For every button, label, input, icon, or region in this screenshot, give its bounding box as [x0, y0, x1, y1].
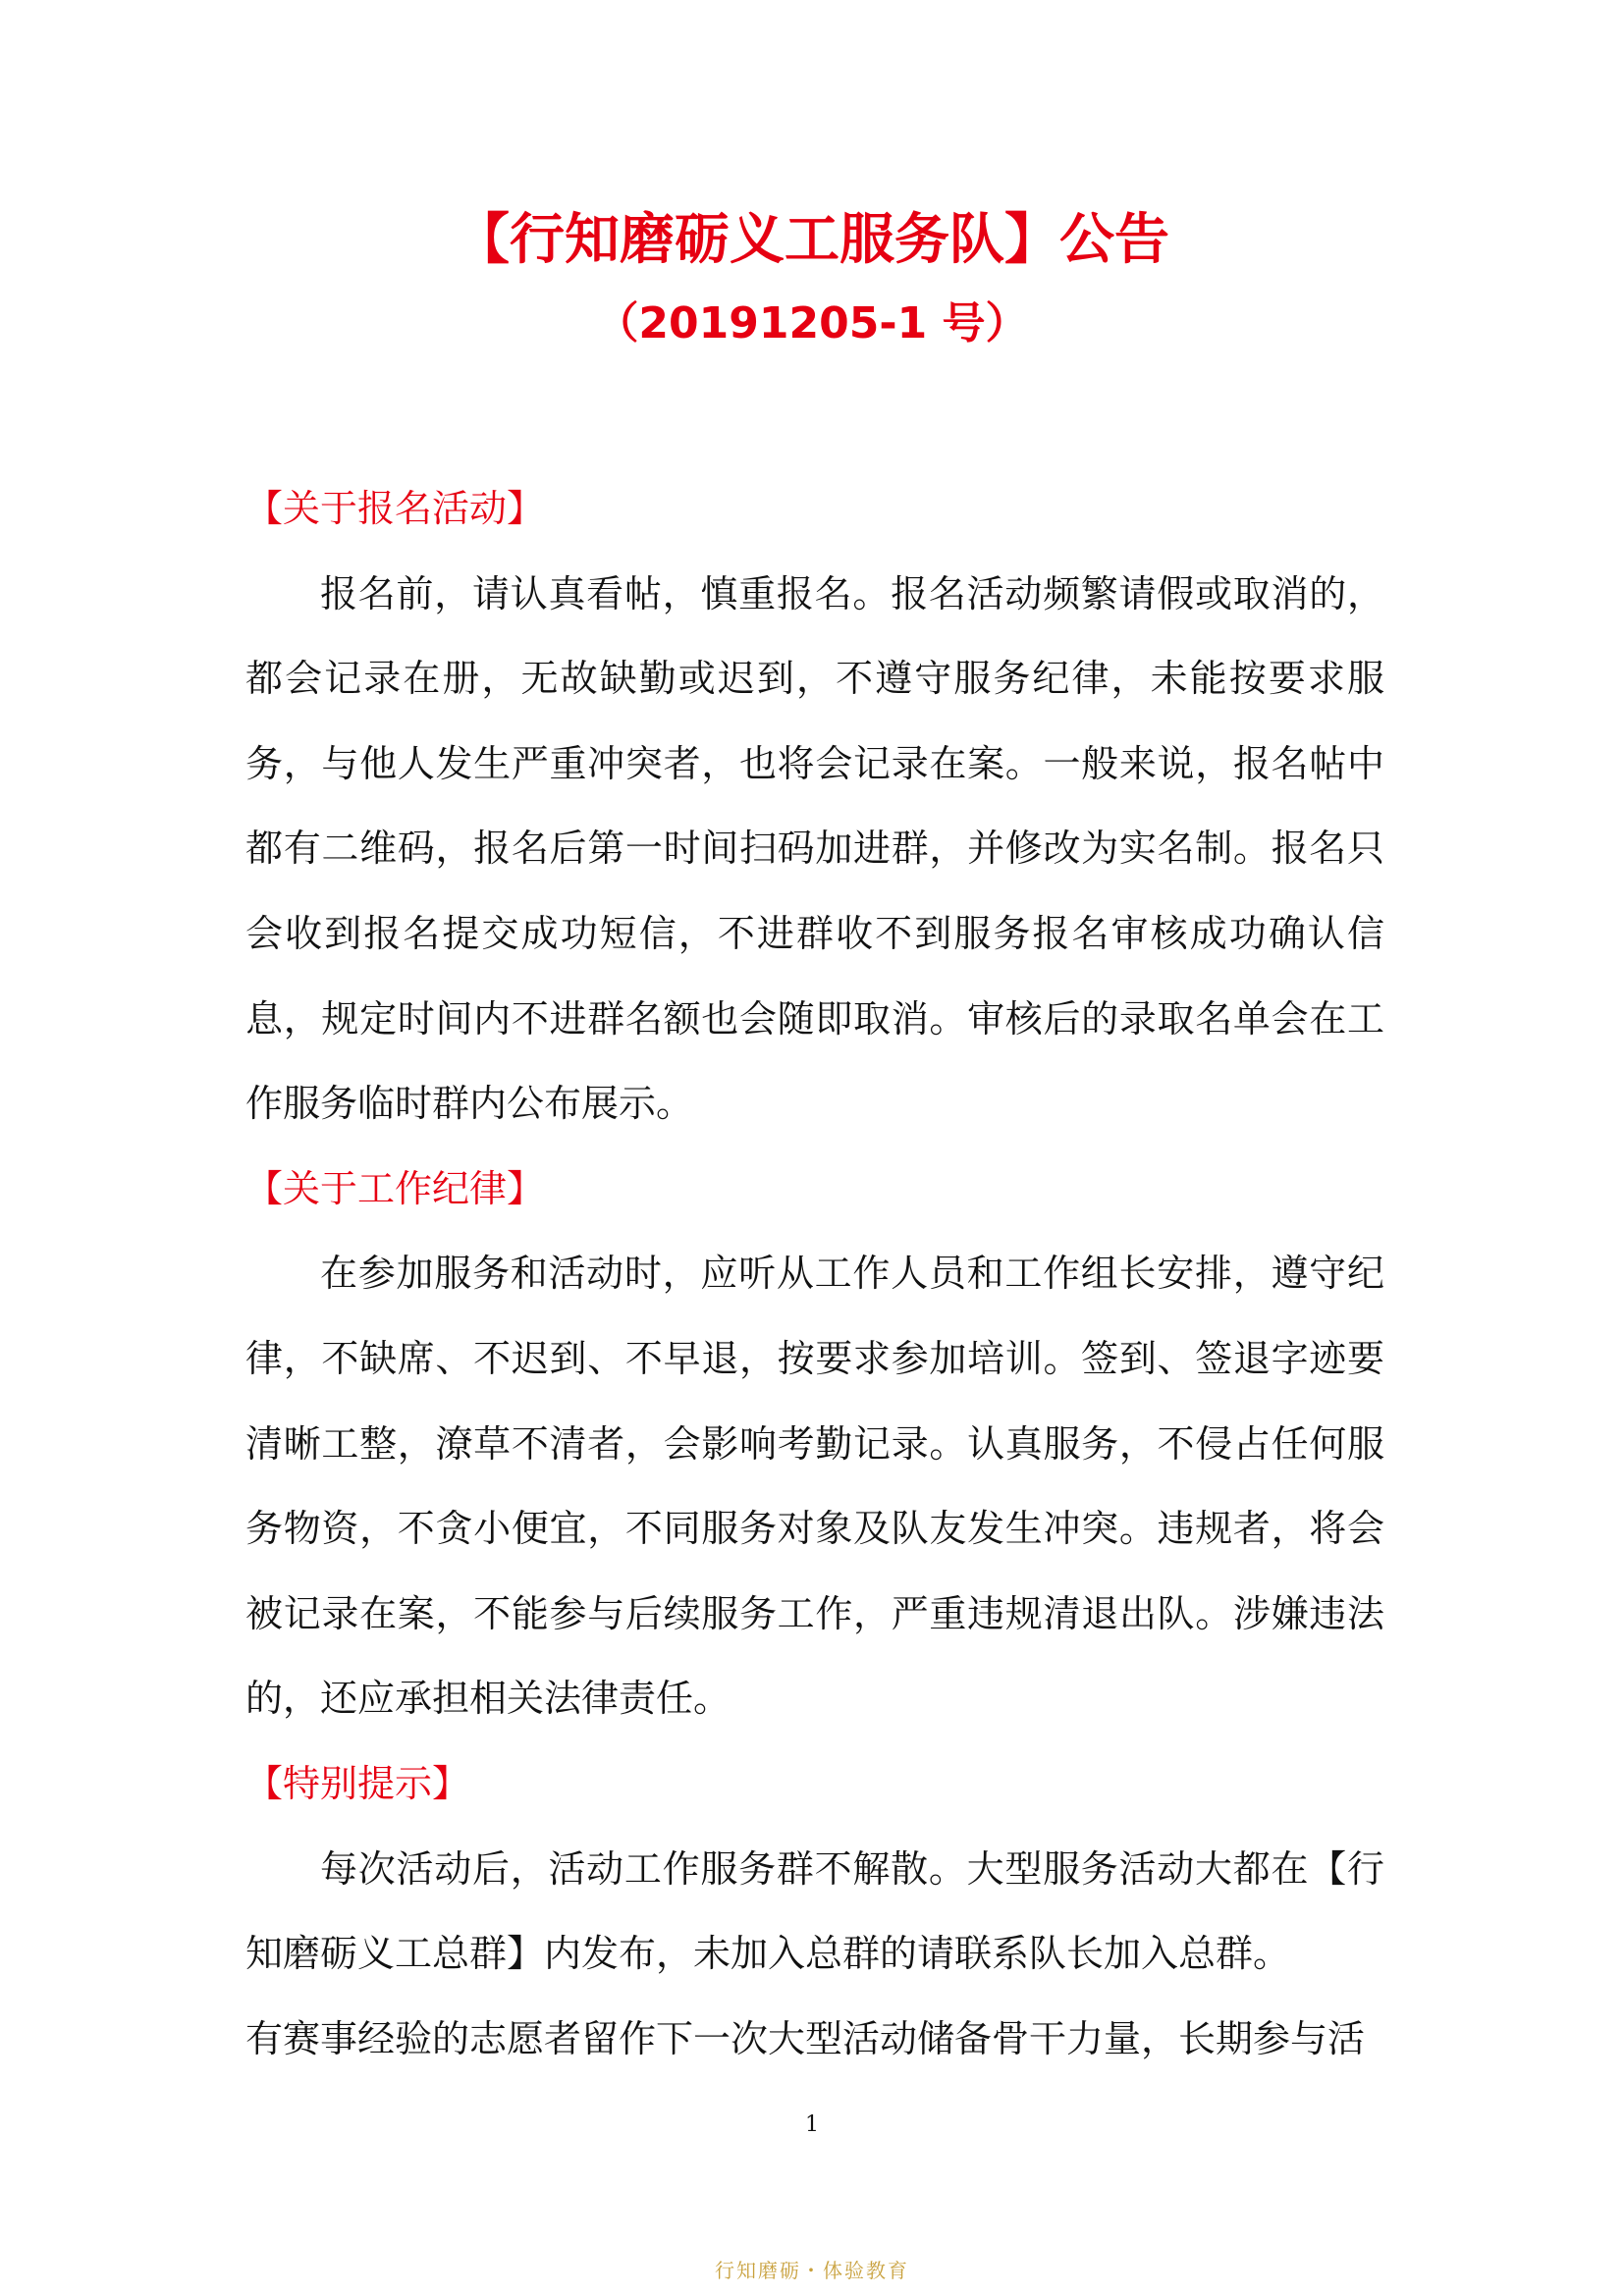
section-heading-special-notice: 【特别提示】 — [245, 1761, 470, 1805]
paragraph-discipline: 在参加服务和活动时，应听从工作人员和工作组长安排，遵守纪律，不缺席、不迟到、不早退，按要求参加培训。签到、签退字迹要清晰工整，潦草不清者，会影响考勤记录。认真服务，不侵占任何服务物资，不贪小便宜，不同服务对象及队友发生冲突。违规者，将会被记录在案，不能参与后续服务工作，严重违规清退出队。涉嫌违法的，还应承担相关法律责任。 — [245, 1252, 1384, 1721]
document-title: 【行知磨砺义工服务队】公告 — [455, 208, 1169, 272]
document-number: （20191205-1 号） — [595, 298, 1029, 348]
paragraph-special-notice-continued: 有赛事经验的志愿者留作下一次大型活动储备骨干力量，长期参与活 — [245, 2016, 1366, 2060]
page-number: 1 — [805, 2112, 819, 2137]
document-body — [245, 466, 1384, 2081]
section-heading-discipline: 【关于工作纪律】 — [245, 1166, 545, 1210]
footer-brand-text: 行知磨砺・体验教育 — [715, 2259, 909, 2282]
paragraph-registration: 报名前，请认真看帖，慎重报名。报名活动频繁请假或取消的，都会记录在册，无故缺勤或迟到，不遵守服务纪律，未能按要求服务，与他人发生严重冲突者，也将会记录在案。一般来说，报名帖中都有二维码，报名后第一时间扫码加进群，并修改为实名制。报名只会收到报名提交成功短信，不进群收不到服务报名审核成功确认信息，规定时间内不进群名额也会随即取消。审核后的录取名单会在工作服务临时群内公布展示。 — [245, 571, 1384, 1126]
paragraph-special-notice: 每次活动后，活动工作服务群不解散。大型服务活动大都在【行知磨砺义工总群】内发布，未加入总群的请联系队长加入总群。 — [245, 1846, 1384, 1976]
section-heading-registration: 【关于报名活动】 — [245, 487, 545, 530]
